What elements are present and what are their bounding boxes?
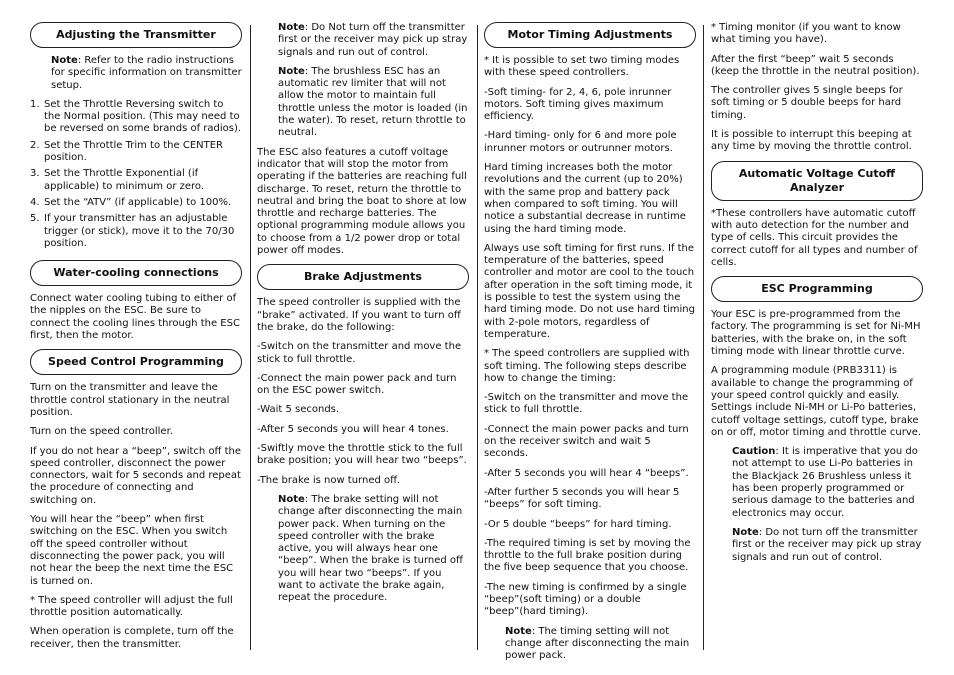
note-transmitter [51,55,242,92]
list-item [30,168,242,193]
note-label: Note [278,65,305,77]
paragraph: * Timing monitor (if you want to know what timing you have). [711,22,901,46]
list-item [30,197,242,209]
note-label: Note [278,22,305,33]
paragraph: The speed controller is supplied with the “brake” activated. If you want to turn off the brake, do the following: [257,297,461,333]
step-number: 4. [30,196,40,208]
note-label: Note [505,625,532,637]
transmitter-steps [30,99,242,250]
paragraph: -After further 5 seconds you will hear 5 “beeps” for soft timing. [484,486,680,511]
caution-lipo [732,446,923,520]
paragraph: -The new timing is confirmed by a single “beep”(soft timing) or a double “beep”(hard timing). [484,581,687,618]
heading-adjusting-transmitter: Adjusting the Transmitter [30,22,242,48]
step-number: 2. [30,139,40,151]
step-text: Set the Throttle Reversing switch to the Normal position. (This may need to be reversed on some brands of radios). [44,98,242,135]
note-text: : The timing setting will not change after disconnecting the main power pack. [505,625,690,662]
step-text: If your transmitter has an adjustable trigger (or stick), move it to the 70/30 position. [44,213,235,249]
paragraph: -Connect the main power packs and turn on the receiver switch and wait 5 seconds. [484,423,689,460]
paragraph: You will hear the “beep” when first switching on the ESC. When you switch off the speed controller without disconnecting the power pack, you will not hear the beep the next time the ESC is turned on. [30,514,234,587]
list-item [30,213,242,250]
note-label: Note [278,493,305,505]
paragraph: * It is possible to set two timing modes with these speed controllers. [484,55,680,79]
step-text: Set the Throttle Trim to the CENTER position. [44,139,224,164]
heading-esc-programming: ESC Programming [711,276,923,302]
note-brake-setting [278,494,469,605]
paragraph: It is possible to interrupt this beeping at any time by moving the throttle control. [711,129,912,153]
note-label: Note [732,526,759,538]
paragraph: When operation is complete, turn off the receiver, then the transmitter. [30,626,234,650]
cutoff-paragraph: The ESC also features a cutoff voltage indicator that will stop the motor from operating if the batteries are reaching full discharge. To reset, return the throttle to neutral and bring the boat to shore at low throttle and recharge batteries. The optional programming module allows you to choose from a 1/2 power drop or total power off modes. [257,146,467,257]
paragraph: Turn on the speed controller. [30,426,173,438]
step-text: Set the “ATV” (if applicable) to 100%. [44,196,232,208]
step-number: 5. [30,213,40,225]
paragraph: * The speed controllers are supplied with soft timing. The following steps describe how to change the timing: [484,348,690,384]
paragraph: Hard timing increases both the motor revolutions and the current (up to 20%) with the same prop and battery pack when compared to soft timing. You will notice a substantial decrease in runtime using the hard timing mode. [484,162,686,235]
column-3 [484,22,696,669]
column-1 [30,22,242,658]
paragraph: -Connect the main power pack and turn on the ESC power switch. [257,372,457,397]
note-text: : The brushless ESC has an automatic rev limiter that will not allow the motor to maintain full throttle unless the motor is loaded (in the water). To reset, return throttle to neutral. [278,65,468,139]
note-do-not-turn-off [278,22,469,59]
paragraph: The controller gives 5 single beeps for soft timing or 5 double beeps for hard timing. [711,85,903,121]
paragraph: If you do not hear a “beep”, switch off the speed controller, disconnect the power connectors, wait for 5 seconds and repeat the procedure of connecting and switching on. [30,445,242,506]
note-text: : Do not turn off the transmitter first or the receiver may pick up stray signals and run out of control. [732,526,922,563]
column-4 [711,22,923,571]
paragraph: -Soft timing- for 2, 4, 6, pole inrunner motors. Soft timing gives maximum efficiency. [484,86,672,123]
note-text: : The brake setting will not change after disconnecting the main power pack. When turning on the speed controller with the brake active, you will always hear one “beep”. When the brake is turned off you will hear two “beeps”. If you want to activate the brake again, repeat the procedure. [278,493,463,604]
column-divider [250,25,251,650]
heading-motor-timing: Motor Timing Adjustments [484,22,696,48]
paragraph: *These controllers have automatic cutoff with auto detection for the number and type of cells. This circuit provides the correct cutoff for all types and number of cells. [711,207,918,268]
step-text: Set the Throttle Exponential (if applicable) to minimum or zero. [44,168,205,192]
paragraph: -Switch on the transmitter and move the stick to full throttle. [257,341,462,365]
paragraph: -After 5 seconds you will hear 4 “beeps”. [484,467,689,479]
column-2 [257,22,469,612]
column-divider [477,25,478,650]
note-text: : Do Not turn off the transmitter first or the receiver may pick up stray signals and run out of control. [278,22,468,58]
paragraph: -The brake is now turned off. [257,474,401,486]
paragraph: -Hard timing- only for 6 and more pole inrunner motors or outrunner motors. [484,130,677,154]
caution-text: : It is imperative that you do not attempt to use Li-Po batteries in the Blackjack 26 Brushless unless it has been properly programmed or serious damage to the batteries and electronics may occur. [732,446,918,519]
step-number: 1. [30,98,40,110]
paragraph: Turn on the transmitter and leave the throttle control stationary in the neutral position. [30,382,230,418]
column-divider [703,25,704,650]
water-cooling-text: Connect water cooling tubing to either of the nipples on the ESC. Be sure to connect the cooling lines through the ESC first, then the motor. [30,293,240,342]
note-rev-limiter [278,66,469,140]
note-timing-setting [505,626,696,663]
paragraph: Always use soft timing for first runs. If the temperature of the batteries, speed controller and motor are cool to the touch after operation in the soft timing mode, it is possible to test the system using the hard timing mode. Do not use hard timing with 2-pole motors, regardless of temperature. [484,242,695,340]
note-text: : Refer to the radio instructions for specific information on transmitter setup. [51,55,242,91]
caution-label: Caution [732,446,776,458]
step-number: 3. [30,168,40,180]
heading-water-cooling: Water-cooling connections [30,260,242,286]
paragraph: A programming module (PRB3311) is available to change the programming of your speed control quickly and easily. Settings include Ni-MH or Li-Po batteries, cutoff voltage settings, cutoff type, brake on or off, motor timing and throttle curve. [711,365,922,438]
note-do-not-turn-off [732,527,923,564]
paragraph: After the first “beep” wait 5 seconds (keep the throttle in the neutral position). [711,53,920,77]
list-item [30,99,242,136]
paragraph: -Swiftly move the throttle stick to the full brake position; you will hear two “beeps”. [257,443,467,467]
paragraph: -Switch on the transmitter and move the stick to full throttle. [484,392,689,416]
note-label: Note [51,55,78,66]
paragraph: -Wait 5 seconds. [257,404,340,416]
paragraph: Your ESC is pre-programmed from the factory. The programming is set for Ni-MH batteries, with the brake on, in the soft timing mode with linear throttle curve. [711,309,921,358]
list-item [30,140,242,165]
paragraph: * The speed controller will adjust the full throttle position automatically. [30,594,233,619]
heading-brake-adjustments: Brake Adjustments [257,264,469,290]
paragraph: -The required timing is set by moving the throttle to the full brake position during the five beep sequence that you choose. [484,537,691,574]
paragraph: -Or 5 double “beeps” for hard timing. [484,518,672,530]
paragraph: -After 5 seconds you will hear 4 tones. [257,423,449,435]
heading-voltage-cutoff-analyzer: Automatic Voltage Cutoff Analyzer [711,161,923,201]
heading-speed-control-programming: Speed Control Programming [30,349,242,375]
